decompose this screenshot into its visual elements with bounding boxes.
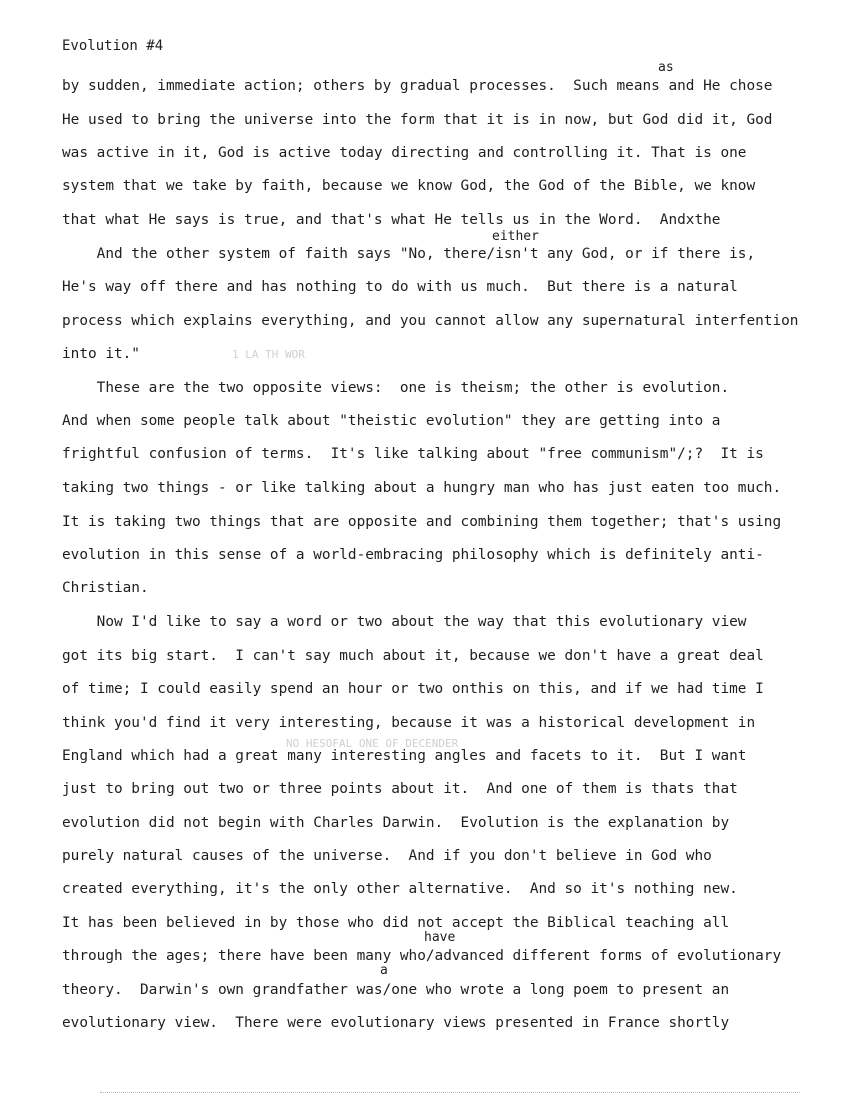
text-line-13: taking two things - or like talking about a hungry man who has just eaten too much.: [62, 480, 782, 496]
text-line-22: just to bring out two or three points about it. And one of them is thats that: [62, 781, 738, 797]
text-line-26: It has been believed in by those who did not accept the Biblical teaching all: [62, 915, 730, 931]
text-line-2: He used to bring the universe into the form that it is in now, but God did it, God: [62, 112, 773, 128]
text-line-25: created everything, it's the only other alternative. And so it's nothing new.: [62, 881, 738, 897]
text-line-3: was active in it, God is active today directing and controlling it. That is one: [62, 145, 747, 161]
page-bottom-edge: [100, 1092, 800, 1095]
insertion-a: a: [380, 963, 388, 978]
text-line-8: process which explains everything, and you cannot allow any supernatural interfention: [62, 313, 799, 329]
text-line-28: theory. Darwin's own grandfather was/one who wrote a long poem to present an: [62, 982, 730, 998]
text-line-23: evolution did not begin with Charles Darwin. Evolution is the explanation by: [62, 815, 730, 831]
text-line-20: think you'd find it very interesting, because it was a historical development in: [62, 715, 756, 731]
text-line-4: system that we take by faith, because we know God, the God of the Bible, we know: [62, 178, 756, 194]
text-line-10: These are the two opposite views: one is theism; the other is evolution.: [62, 380, 730, 396]
text-line-14: It is taking two things that are opposite and combining them together; that's using: [62, 514, 782, 530]
text-line-18: got its big start. I can't say much about it, because we don't have a great deal: [62, 648, 764, 664]
text-line-7: He's way off there and has nothing to do with us much. But there is a natural: [62, 279, 738, 295]
text-line-6: And the other system of faith says "No, there/isn't any God, or if there is,: [62, 246, 756, 262]
text-line-15: evolution in this sense of a world-embracing philosophy which is definitely anti-: [62, 547, 764, 563]
text-line-24: purely natural causes of the universe. And if you don't believe in God who: [62, 848, 712, 864]
text-line-11: And when some people talk about "theistic evolution" they are getting into a: [62, 413, 721, 429]
bleed-through-text: NO HESOFAL ONE OF DECENDER: [286, 737, 459, 750]
text-line-5: that what He says is true, and that's what He tells us in the Word. Andxthe: [62, 212, 721, 228]
page-header: Evolution #4: [62, 38, 164, 54]
text-line-17: Now I'd like to say a word or two about the way that this evolutionary view: [62, 614, 747, 630]
insertion-as: as: [658, 60, 674, 75]
insertion-have: have: [424, 930, 456, 945]
insertion-either: either: [492, 229, 539, 244]
bleed-through-text-2: 1 LA TH WOR: [232, 348, 305, 361]
text-line-16: Christian.: [62, 580, 149, 596]
text-line-21: England which had a great many interesting angles and facets to it. But I want: [62, 748, 747, 764]
text-line-12: frightful confusion of terms. It's like talking about "free communism"/;? It is: [62, 446, 764, 462]
text-line-1: by sudden, immediate action; others by gradual processes. Such means and He chose: [62, 78, 773, 94]
text-line-27: through the ages; there have been many who/advanced different forms of evolutionary: [62, 948, 782, 964]
text-line-9: into it.": [62, 346, 140, 362]
text-line-29: evolutionary view. There were evolutionary views presented in France shortly: [62, 1015, 730, 1031]
text-line-19: of time; I could easily spend an hour or two onthis on this, and if we had time I: [62, 681, 764, 697]
